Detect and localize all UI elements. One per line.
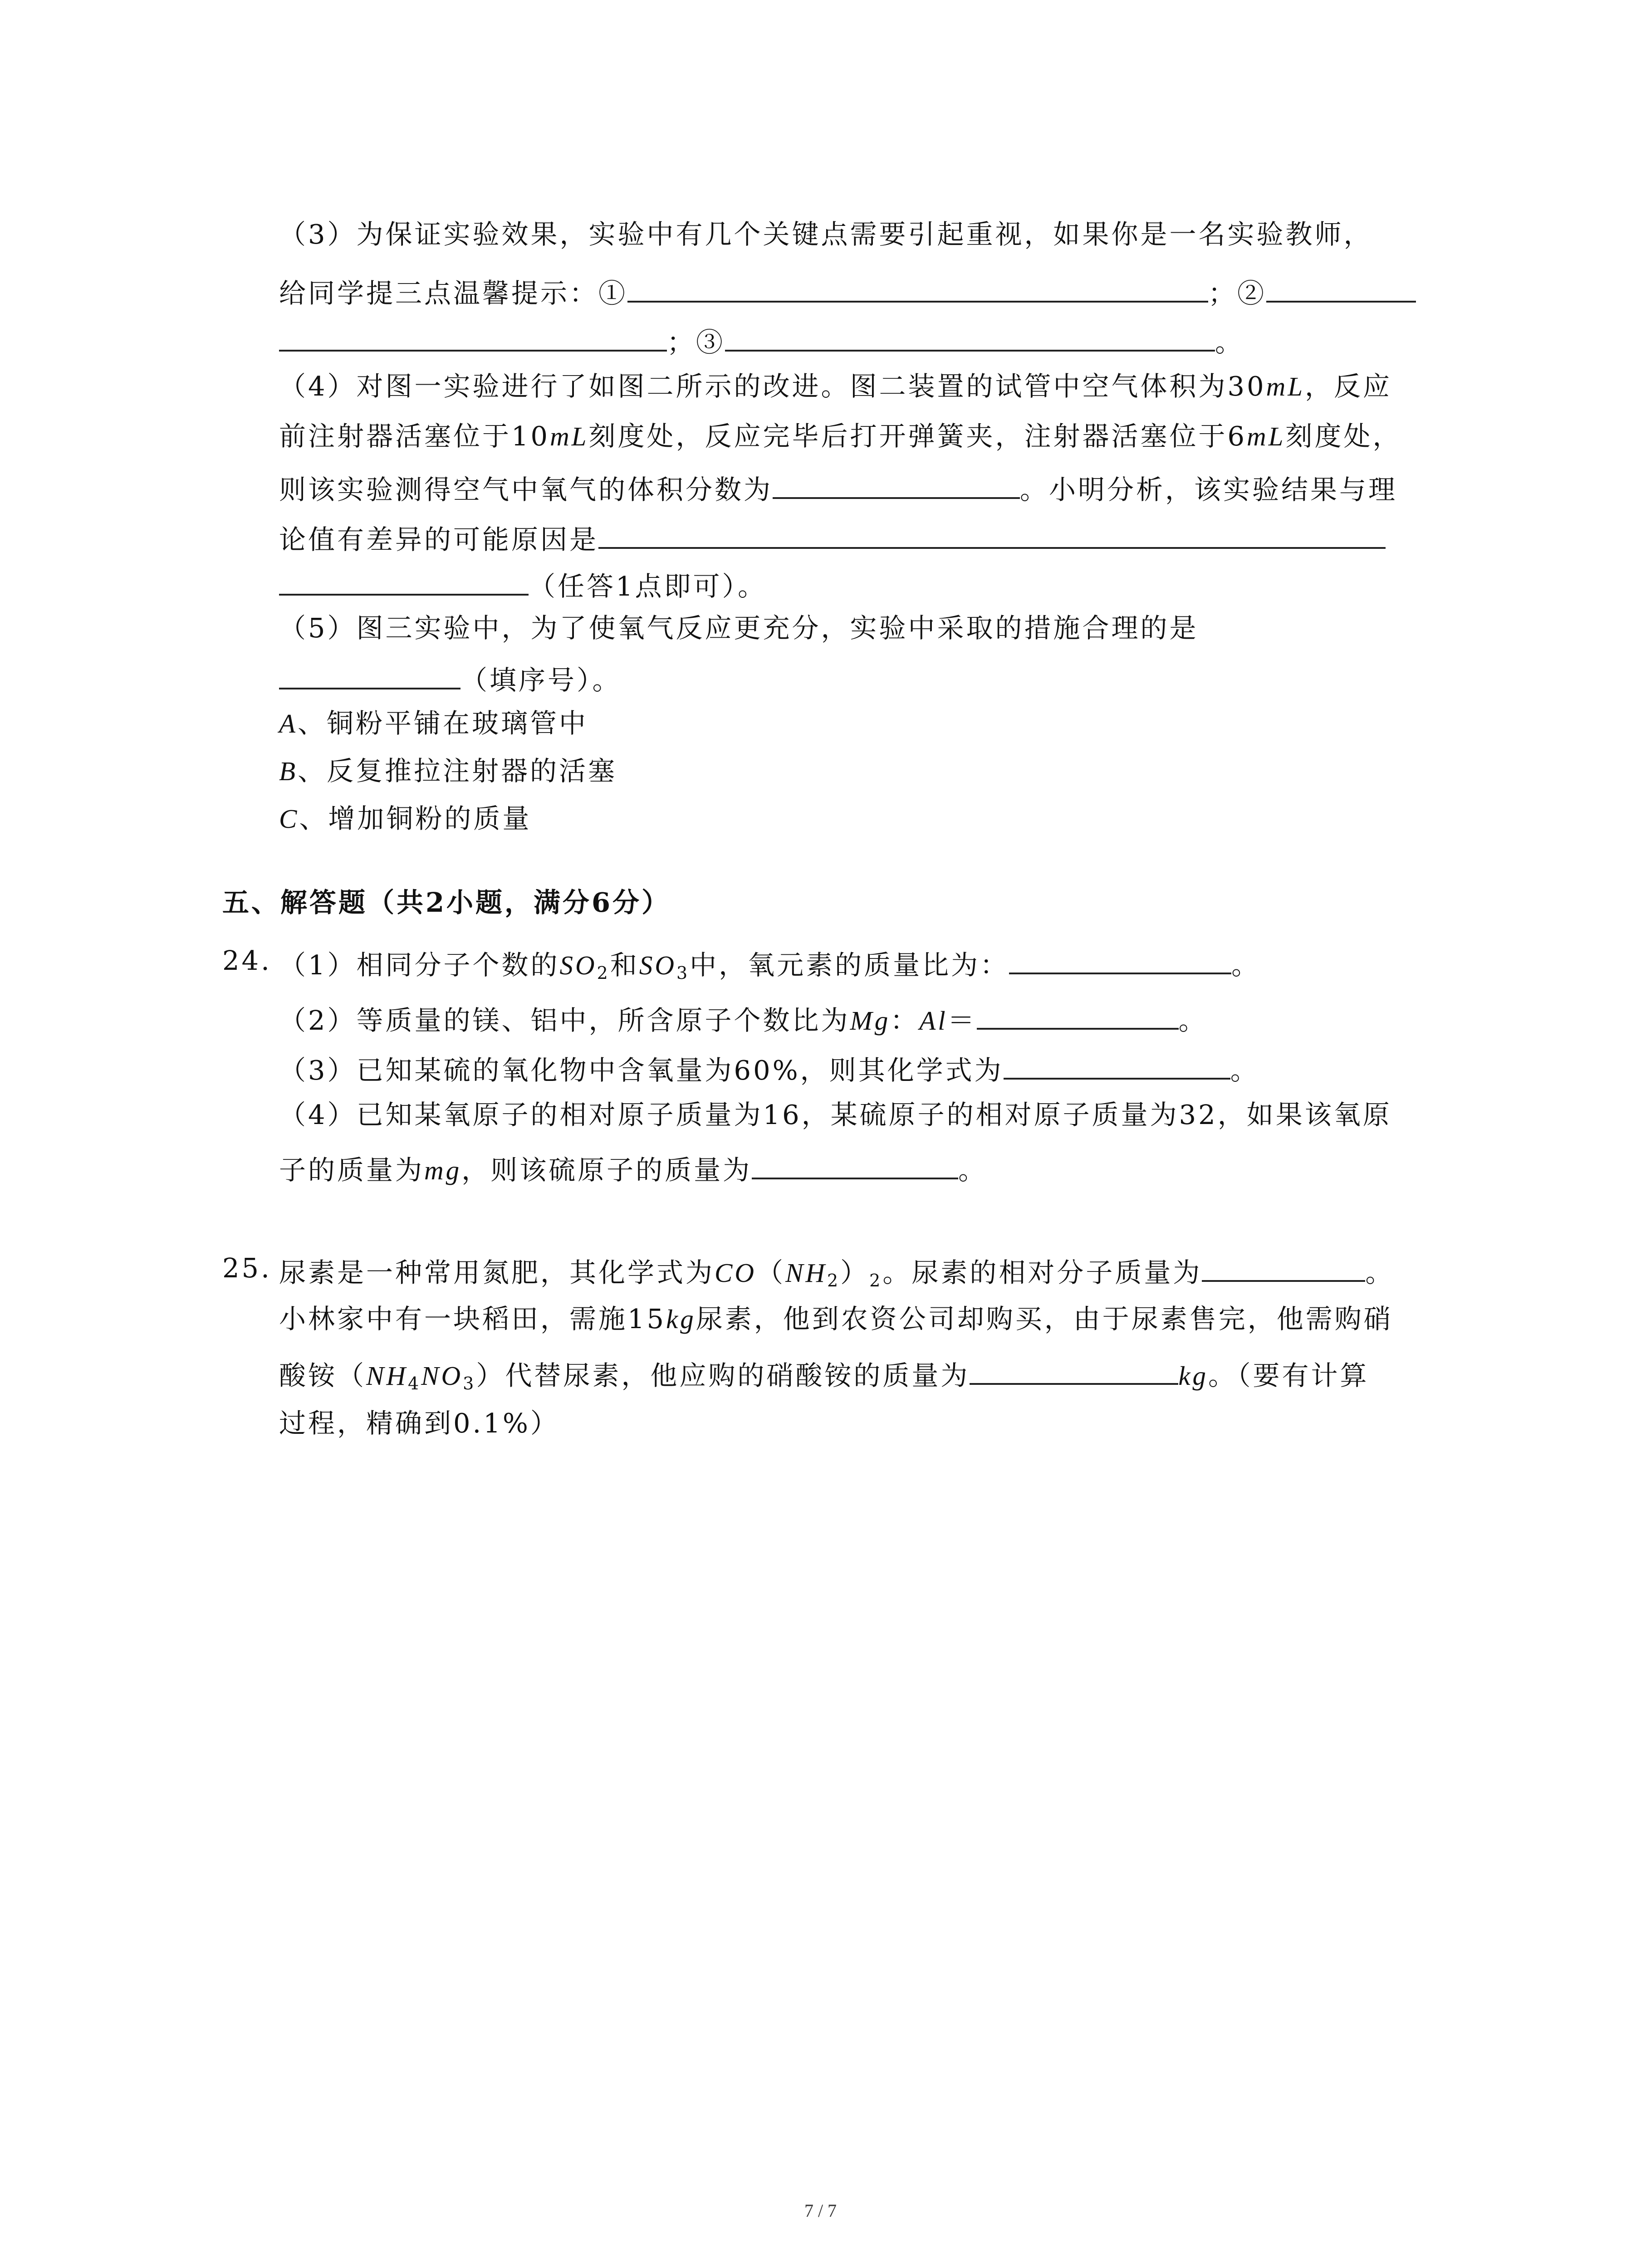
- answer-blank-formula[interactable]: [1004, 1048, 1230, 1080]
- option-c: C、增加铜粉的质量: [279, 803, 532, 834]
- answer-blank-oxygen-mass-ratio[interactable]: [1009, 943, 1231, 974]
- q23-part4-line4: 论值有差异的可能原因是: [279, 517, 1386, 558]
- q23-part5-line1: （5）图三实验中，为了使氧气反应更充分，实验中采取的措施合理的是: [279, 612, 1199, 644]
- q23-part4-line3: 则该实验测得空气中氧气的体积分数为 。小明分析，该实验结果与理: [279, 467, 1397, 508]
- answer-blank-error-reason[interactable]: [598, 517, 1386, 549]
- section-heading: 五、解答题（共2小题，满分6分）: [222, 887, 671, 918]
- q25-line3: 酸铵$(NH_4NO_3)$代替尿素，他应购的硝酸铵的质量为 kg。（要有计算: [279, 1353, 1369, 1394]
- q25-line2: 小林家中有一块稻田，需施15kg尿素，他到农资公司却购买，由于尿素售完，他需购硝: [279, 1303, 1393, 1334]
- answer-blank-atom-ratio[interactable]: [977, 998, 1179, 1030]
- q23-part4-line2: 前注射器活塞位于10mL刻度处，反应完毕后打开弹簧夹，注射器活塞位于6mL刻度处，: [279, 420, 1402, 452]
- q24-part1: （1）相同分子个数的$SO_2$和$SO_3$中，氧元素的质量比为： 。: [279, 943, 1260, 983]
- answer-blank-error-reason-cont[interactable]: [279, 564, 529, 596]
- q24-part3: （3）已知某硫的氧化物中含氧量为60%，则其化学式为 。: [279, 1048, 1259, 1089]
- answer-blank-measure[interactable]: [279, 658, 460, 689]
- option-b: B、反复推拉注射器的活塞: [279, 755, 617, 787]
- option-a: A、铜粉平铺在玻璃管中: [279, 708, 588, 739]
- q23-part3-line1: （3）为保证实验效果，实验中有几个关键点需要引起重视，如果你是一名实验教师，: [279, 219, 1373, 250]
- q24-part2: （2）等质量的镁、铝中，所含原子个数比为Mg：Al＝ 。: [279, 998, 1208, 1039]
- answer-blank-nitrate-mass[interactable]: [970, 1353, 1178, 1385]
- q23-part5-line2: （填序号）。: [279, 658, 622, 699]
- q23-part3-line3: ；③ 。: [279, 320, 1244, 361]
- q25-line4: 过程，精确到0.1%）: [279, 1408, 559, 1439]
- page-number: 7 / 7: [804, 2200, 837, 2221]
- q23-part3-line2: 给同学提三点温馨提示：① ；②: [279, 271, 1416, 312]
- answer-blank-tip1[interactable]: [627, 271, 1208, 303]
- answer-blank-urea-molar-mass[interactable]: [1202, 1250, 1365, 1282]
- answer-blank-oxygen-fraction[interactable]: [773, 467, 1020, 499]
- q24-number: 24.: [222, 945, 272, 976]
- answer-blank-tip2[interactable]: [1266, 271, 1416, 303]
- q23-part4-line5: （任答1点即可）。: [279, 564, 767, 605]
- answer-blank-sulfur-mass[interactable]: [752, 1148, 958, 1179]
- answer-blank-tip3[interactable]: [725, 320, 1215, 352]
- answer-blank-tip2-cont[interactable]: [279, 320, 667, 352]
- q25-number: 25.: [222, 1252, 272, 1284]
- q24-part4-line1: （4）已知某氧原子的相对原子质量为16，某硫原子的相对原子质量为32，如果该氧原: [279, 1099, 1392, 1130]
- q23-part4-line1: （4）对图一实验进行了如图二所示的改进。图二装置的试管中空气体积为30mL，反应: [279, 371, 1392, 402]
- q24-part4-line2: 子的质量为mg，则该硫原子的质量为 。: [279, 1148, 987, 1188]
- q25-line1: 尿素是一种常用氮肥，其化学式为$CO(NH_2)_2$。尿素的相对分子质量为 。: [279, 1250, 1394, 1291]
